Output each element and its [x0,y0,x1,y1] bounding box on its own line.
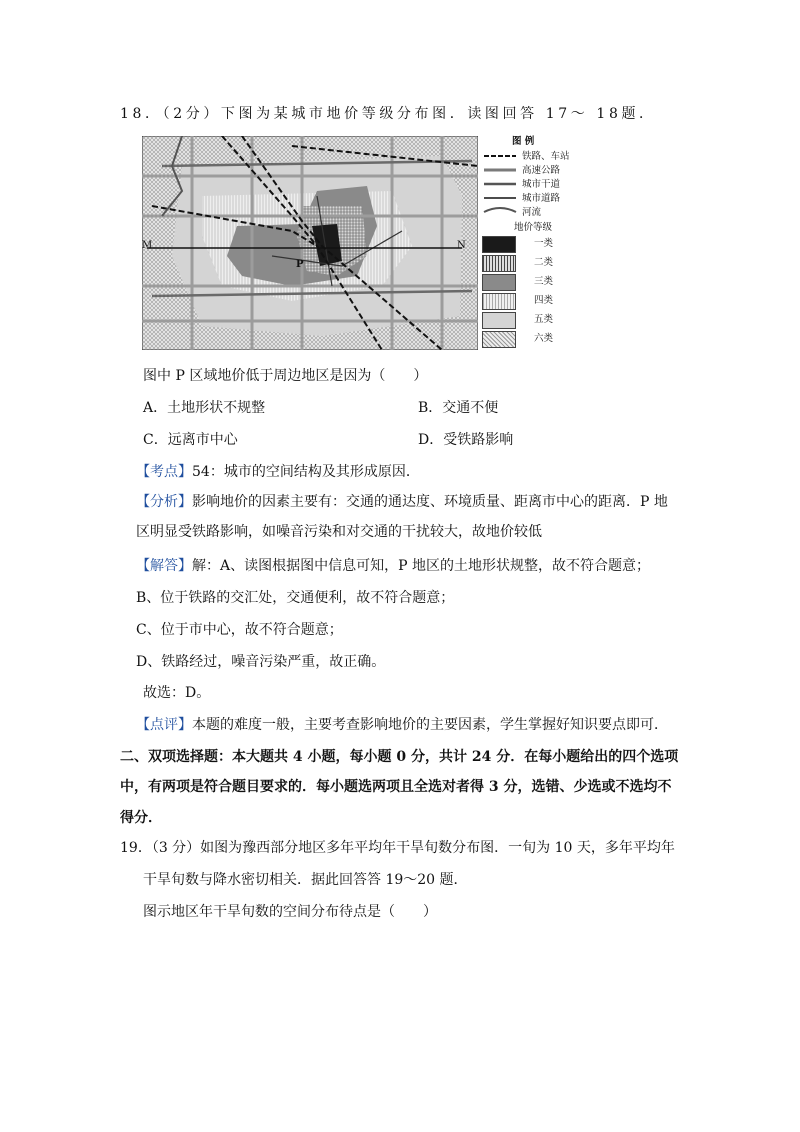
kaodian-tag: 【考点】 [136,464,192,480]
map-label-m: M [142,240,153,251]
option-d: D．受铁路影响 [418,432,514,448]
map-label-p: P [296,259,304,270]
map-label-n: N [457,240,466,251]
q19-question: 图示地区年干旱旬数的空间分布待点是（ ） [143,904,437,920]
legend-grade-1: 一类 [534,238,554,249]
section2-line-2: 中，有两项是符合题目要求的．每小题选两项且全选对者得 3 分，选错、少选或不选均不 [120,779,672,795]
legend-grade-6: 六类 [534,333,554,344]
legend-line-street: 城市道路 [522,193,561,204]
q18-question: 图中 P 区域地价低于周边地区是因为（ ） [143,368,428,384]
map-legend [482,136,592,358]
section2-line-3: 得分． [120,810,162,826]
legend-line-arterial: 城市干道 [522,179,561,190]
q19-line-2: 干旱旬数与降水密切相关．据此回答答 19～20 题． [143,872,468,888]
legend-grade-4: 四类 [534,295,554,306]
legend-swatch-grade-1 [482,236,516,253]
fenxi-line-2: 区明显受铁路影响，如噪音污染和对交通的干扰较大，故地价较低 [136,524,542,540]
jieda-tag: 【解答】 [136,558,192,574]
dianping-line [136,715,668,735]
dianping-text: 本题的难度一般，主要考查影响地价的主要因素，学生掌握好知识要点即可． [192,717,668,733]
kaodian-line [136,462,420,482]
legend-grade-2: 二类 [534,257,554,268]
legend-swatch-grade-6 [482,331,516,348]
legend-river-symbol [484,208,516,212]
jieda-line [136,556,650,576]
jieda-text: 解：A、读图根据图中信息可知，P 地区的土地形状规整，故不符合题意； [192,558,650,574]
legend-line-railway: 铁路、车站 [522,151,570,162]
option-a: A．土地形状不规整 [143,400,266,416]
legend-swatch-grade-3 [482,274,516,291]
legend-grade-5: 五类 [534,314,554,325]
section2-line-1: 二、双项选择题：本大题共 4 小题，每小题 0 分，共计 24 分．在每小题给出的四个选项 [120,749,679,765]
legend-grade-title: 地价等级 [514,222,553,233]
land-price-map [142,136,478,350]
option-b: B．交通不便 [418,400,499,416]
legend-line-river: 河流 [522,207,542,218]
q18-stem: 18．（2分）下图为某城市地价等级分布图．读图回答 17～ 18题． [120,106,657,122]
jieda-c: C、位于市中心，故不符合题意； [136,622,343,638]
legend-swatch-grade-5 [482,312,516,329]
dianping-tag: 【点评】 [136,717,192,733]
option-c: C．远离市中心 [143,432,238,448]
kaodian-text: 54：城市的空间结构及其形成原因． [192,464,420,480]
answer-choice: 故选：D。 [143,685,211,701]
legend-line-expressway: 高速公路 [522,165,561,176]
legend-swatch-grade-2 [482,255,516,272]
land-price-map-figure [142,136,592,358]
fenxi-line-1 [136,492,668,512]
q19-line-1: 19．（3 分）如图为豫西部分地区多年平均年干旱旬数分布图．一旬为 10 天，多年平均年 [120,840,675,856]
legend-grade-3: 三类 [534,276,554,287]
legend-swatch-grade-4 [482,293,516,310]
fenxi-text-1: 影响地价的因素主要有：交通的通达度、环境质量、距离市中心的距离．P 地 [192,494,668,510]
jieda-b: B、位于铁路的交汇处，交通便利，故不符合题意； [136,590,455,606]
legend-title: 图 例 [512,136,535,147]
legend-line-symbols [482,150,522,230]
fenxi-tag: 【分析】 [136,494,192,510]
jieda-d: D、铁路经过，噪音污染严重，故正确。 [136,654,386,670]
